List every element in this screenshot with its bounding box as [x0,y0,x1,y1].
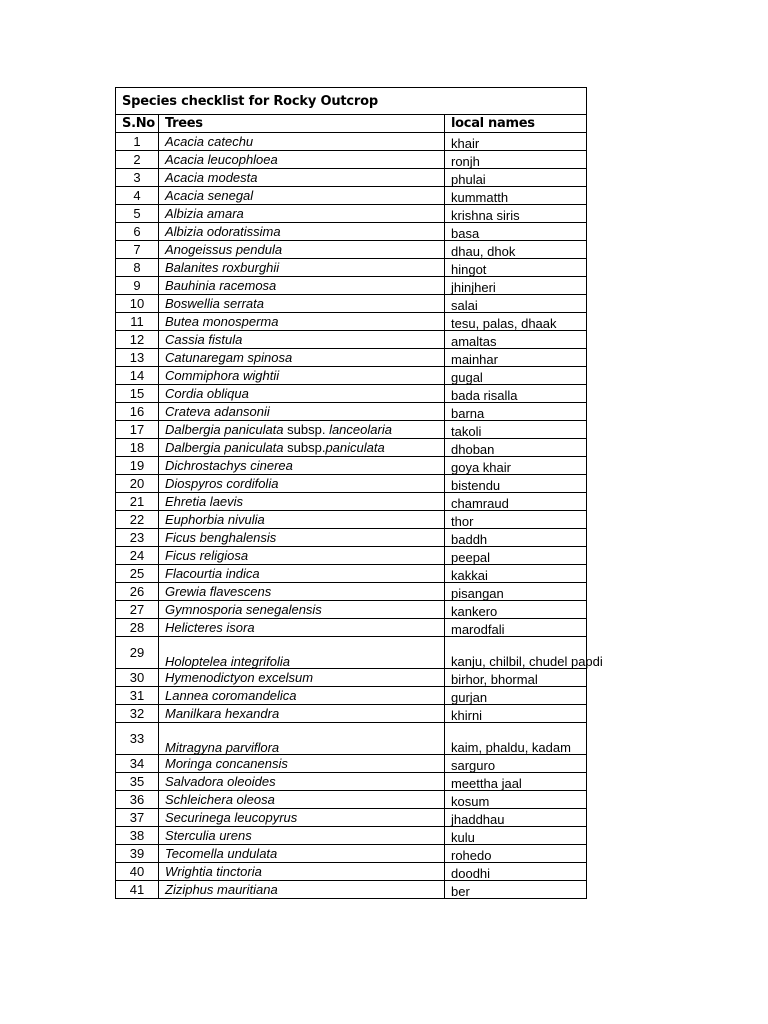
local-name: basa [445,223,587,241]
local-name: phulai [445,169,587,187]
species-binomial: Dalbergia paniculata [165,440,284,455]
local-name: barna [445,403,587,421]
tree-species-name: Grewia flavescens [159,583,445,601]
local-name: kosum [445,791,587,809]
row-number: 39 [116,845,159,863]
table-row [116,313,587,331]
table-row [116,403,587,421]
table-row [116,687,587,705]
row-number: 35 [116,773,159,791]
local-name: krishna siris [445,205,587,223]
row-number: 10 [116,295,159,313]
table-row [116,295,587,313]
row-number: 24 [116,547,159,565]
local-name: kulu [445,827,587,845]
tree-species-name: Catunaregam spinosa [159,349,445,367]
table-row [116,277,587,295]
row-number: 19 [116,457,159,475]
tree-species-name: Euphorbia nivulia [159,511,445,529]
row-number: 1 [116,133,159,151]
table-row [116,259,587,277]
row-number: 34 [116,755,159,773]
table-row [116,133,587,151]
row-number: 36 [116,791,159,809]
local-name: bada risalla [445,385,587,403]
local-name: amaltas [445,331,587,349]
tree-species-name: Crateva adansonii [159,403,445,421]
table-row [116,863,587,881]
row-number: 12 [116,331,159,349]
table-row [116,205,587,223]
local-name: bistendu [445,475,587,493]
table-row [116,475,587,493]
table-row [116,349,587,367]
tree-species-name: Diospyros cordifolia [159,475,445,493]
local-name: thor [445,511,587,529]
local-name: ronjh [445,151,587,169]
local-name: meettha jaal [445,773,587,791]
tree-species-name [159,421,445,439]
tree-species-name: Acacia leucophloea [159,151,445,169]
row-number: 28 [116,619,159,637]
row-number: 25 [116,565,159,583]
local-name: pisangan [445,583,587,601]
tree-species-name: Hymenodictyon excelsum [159,669,445,687]
tree-species-name: Holoptelea integrifolia [159,637,445,669]
local-name: khirni [445,705,587,723]
row-number: 26 [116,583,159,601]
local-name: rohedo [445,845,587,863]
row-number: 41 [116,881,159,899]
local-name: dhau, dhok [445,241,587,259]
local-name: kakkai [445,565,587,583]
local-name: sarguro [445,755,587,773]
table-row [116,457,587,475]
local-name: peepal [445,547,587,565]
tree-species-name: Lannea coromandelica [159,687,445,705]
table-row [116,845,587,863]
table-row [116,705,587,723]
row-number: 2 [116,151,159,169]
table-row [116,169,587,187]
tree-species-name: Boswellia serrata [159,295,445,313]
tree-species-name: Acacia modesta [159,169,445,187]
row-number: 18 [116,439,159,457]
local-name: chamraud [445,493,587,511]
table-row [116,809,587,827]
local-name: doodhi [445,863,587,881]
local-name: goya khair [445,457,587,475]
row-number: 21 [116,493,159,511]
local-name: kanju, chilbil, chudel papdi [445,637,587,669]
table-row [116,439,587,457]
tree-species-name: Cassia fistula [159,331,445,349]
table-row [116,619,587,637]
table-row [116,223,587,241]
local-name: kaim, phaldu, kadam [445,723,587,755]
row-number: 37 [116,809,159,827]
tree-species-name: Ehretia laevis [159,493,445,511]
subspecies-marker: subsp. [283,440,326,455]
table-row [116,565,587,583]
row-number: 4 [116,187,159,205]
species-binomial: Dalbergia paniculata [165,422,284,437]
table-title: Species checklist for Rocky Outcrop [116,88,587,115]
table-row [116,669,587,687]
infraspecific-epithet: lanceolaria [329,422,392,437]
tree-species-name: Mitragyna parviflora [159,723,445,755]
table-row [116,187,587,205]
row-number: 29 [116,637,159,669]
row-number: 32 [116,705,159,723]
tree-species-name: Tecomella undulata [159,845,445,863]
table-row [116,601,587,619]
tree-species-name: Manilkara hexandra [159,705,445,723]
tree-species-name: Flacourtia indica [159,565,445,583]
tree-species-name: Acacia catechu [159,133,445,151]
local-name: marodfali [445,619,587,637]
table-row [116,791,587,809]
local-name: baddh [445,529,587,547]
row-number: 6 [116,223,159,241]
tree-species-name: Cordia obliqua [159,385,445,403]
local-name: gurjan [445,687,587,705]
row-number: 16 [116,403,159,421]
table-row [116,493,587,511]
tree-species-name: Salvadora oleoides [159,773,445,791]
row-number: 40 [116,863,159,881]
row-number: 14 [116,367,159,385]
table-row [116,547,587,565]
table-row [116,827,587,845]
local-name: jhinjheri [445,277,587,295]
local-name: gugal [445,367,587,385]
local-name: hingot [445,259,587,277]
local-name: kummatth [445,187,587,205]
tree-species-name: Wrightia tinctoria [159,863,445,881]
table-row [116,723,587,755]
table-row [116,511,587,529]
local-name: tesu, palas, dhaak [445,313,587,331]
infraspecific-epithet: paniculata [325,440,385,455]
table-row [116,529,587,547]
tree-species-name: Dichrostachys cinerea [159,457,445,475]
local-name: khair [445,133,587,151]
table-row [116,583,587,601]
local-name: takoli [445,421,587,439]
tree-species-name: Albizia amara [159,205,445,223]
local-name: kankero [445,601,587,619]
species-checklist-table [115,87,603,899]
row-number: 13 [116,349,159,367]
tree-species-name: Commiphora wightii [159,367,445,385]
row-number: 7 [116,241,159,259]
row-number: 30 [116,669,159,687]
table-row [116,637,587,669]
tree-species-name: Schleichera oleosa [159,791,445,809]
row-number: 31 [116,687,159,705]
local-name: birhor, bhormal [445,669,587,687]
local-name: ber [445,881,587,899]
table-row [116,881,587,899]
row-number: 38 [116,827,159,845]
local-name: jhaddhau [445,809,587,827]
table-row [116,151,587,169]
row-number: 3 [116,169,159,187]
row-number: 5 [116,205,159,223]
tree-species-name: Securinega leucopyrus [159,809,445,827]
row-number: 9 [116,277,159,295]
row-number: 20 [116,475,159,493]
table-row [116,241,587,259]
local-name: mainhar [445,349,587,367]
tree-species-name: Balanites roxburghii [159,259,445,277]
tree-species-name: Butea monosperma [159,313,445,331]
tree-species-name: Ficus benghalensis [159,529,445,547]
row-number: 8 [116,259,159,277]
header-local-names: local names [445,115,587,133]
tree-species-name: Albizia odoratissima [159,223,445,241]
tree-species-name: Helicteres isora [159,619,445,637]
row-number: 11 [116,313,159,331]
tree-species-name: Gymnosporia senegalensis [159,601,445,619]
table-row [116,421,587,439]
tree-species-name: Moringa concanensis [159,755,445,773]
local-name: salai [445,295,587,313]
row-number: 15 [116,385,159,403]
tree-species-name: Acacia senegal [159,187,445,205]
local-name: dhoban [445,439,587,457]
table-row [116,773,587,791]
row-number: 33 [116,723,159,755]
table-row [116,755,587,773]
tree-species-name: Ficus religiosa [159,547,445,565]
row-number: 22 [116,511,159,529]
row-number: 23 [116,529,159,547]
tree-species-name: Ziziphus mauritiana [159,881,445,899]
row-number: 17 [116,421,159,439]
tree-species-name: Sterculia urens [159,827,445,845]
tree-species-name [159,439,445,457]
table-row [116,367,587,385]
header-sno: S.No [116,115,159,133]
table-row [116,385,587,403]
subspecies-marker: subsp. [283,422,330,437]
row-number: 27 [116,601,159,619]
tree-species-name: Anogeissus pendula [159,241,445,259]
tree-species-name: Bauhinia racemosa [159,277,445,295]
header-trees: Trees [159,115,445,133]
table-row [116,331,587,349]
